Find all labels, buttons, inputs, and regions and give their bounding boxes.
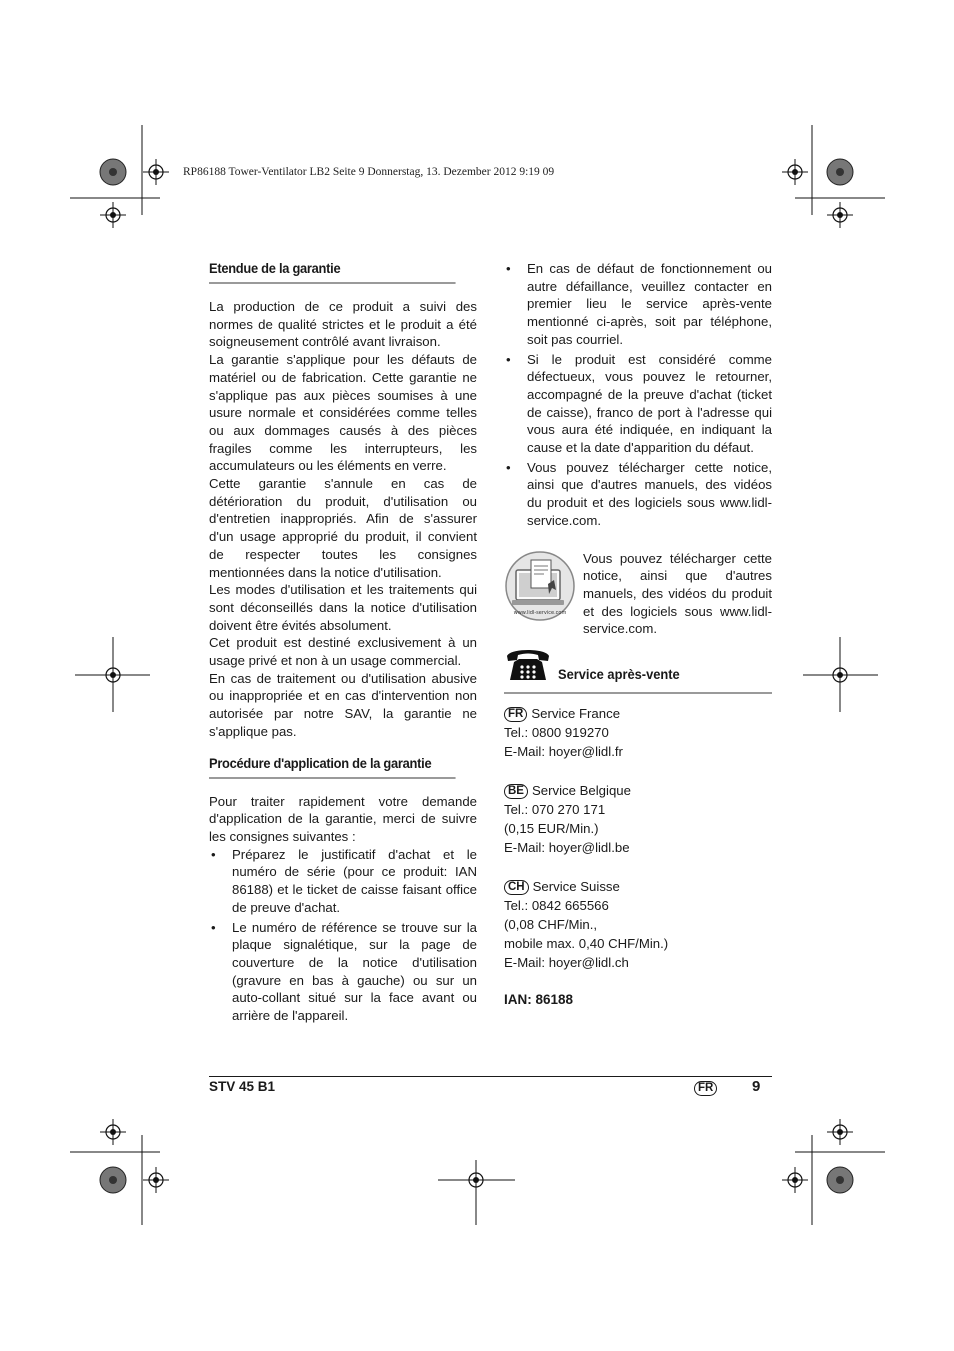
svg-text:www.lidl-service.com: www.lidl-service.com xyxy=(513,609,567,616)
country-badge-fr: FR xyxy=(504,707,527,722)
list-item: • Vous pouvez télécharger cette notice, ainsi que d'autres manuels, des vidéos du produit et des logiciels sous www.lidl-service.com. xyxy=(504,459,772,530)
heading-warranty-scope: Etendue de la garantie xyxy=(209,260,456,284)
download-manual-icon xyxy=(504,550,576,622)
phone-number: Tel.: 070 270 171 xyxy=(504,801,606,817)
procedure-list xyxy=(209,846,477,1025)
list-item: • Préparez le justificatif d'achat et le numéro de série (pour ce produit: IAN 86188) et le ticket de caisse faisant office de preuve d'achat. xyxy=(209,846,477,917)
rate-info: (0,08 CHF/Min., xyxy=(504,916,598,932)
paragraph: Les modes d'utilisation et les traitements qui sont déconseillés dans la notice d'utilisation doivent être évités absolument. xyxy=(209,582,477,633)
service-heading: Service après-vente xyxy=(558,665,680,682)
footer-model: STV 45 B1 xyxy=(209,1079,276,1094)
country-badge-be: BE xyxy=(504,784,528,799)
list-item: • Si le produit est considéré comme défectueux, vous pouvez le retourner, accompagné de la preuve d'achat (ticket de caisse), franco de port à l'adresse qui vous aura été indiquée, en indiquant la cause et la date d'apparition du défaut. xyxy=(504,351,772,457)
contact-belgium xyxy=(504,781,772,857)
service-name: Service Belgique xyxy=(531,782,631,798)
contact-france xyxy=(504,704,772,761)
phone-number: Tel.: 0800 919270 xyxy=(504,724,609,740)
list-item: • En cas de défaut de fonctionnement ou autre défaillance, veuillez contacter en premier lieu le service après-vente mentionné ci-après, soit par téléphone, soit pas courriel. xyxy=(504,260,772,349)
download-info-box xyxy=(504,550,772,640)
phone-number: Tel.: 0842 665566 xyxy=(504,897,609,913)
paragraph: En cas de traitement ou d'utilisation abusive ou inappropriée et en cas d'intervention non autorisée par notre SAV, la garantie ne s'applique pas. xyxy=(209,670,477,739)
ian-number: IAN: 86188 xyxy=(504,991,574,1007)
email-address: E-Mail: hoyer@lidl.fr xyxy=(504,743,623,759)
contact-switzerland xyxy=(504,877,772,972)
heading-warranty-procedure: Procédure d'application de la garantie xyxy=(209,755,456,779)
footer-rule xyxy=(209,1076,772,1077)
email-address: E-Mail: hoyer@lidl.ch xyxy=(504,954,629,970)
page-number: 9 xyxy=(752,1078,761,1095)
print-header: RP86188 Tower-Ventilator LB2 Seite 9 Donnerstag, 13. Dezember 2012 9:19 09 xyxy=(183,166,555,178)
email-address: E-Mail: hoyer@lidl.be xyxy=(504,839,630,855)
rate-info: (0,15 EUR/Min.) xyxy=(504,820,599,836)
left-column xyxy=(209,260,477,1027)
paragraph: La production de ce produit a suivi des normes de qualité strictes et le produit a été soigneusement contrôlé avant livraison. xyxy=(209,299,477,350)
language-badge: FR xyxy=(694,1081,717,1096)
warranty-steps-list xyxy=(504,260,772,530)
paragraph: Cet produit est destiné exclusivement à un usage privé et non à un usage commercial. xyxy=(209,635,477,669)
service-name: Service Suisse xyxy=(532,878,620,894)
paragraph: Pour traiter rapidement votre demande d'application de la garantie, merci de suivre les consignes suivantes : xyxy=(209,793,477,844)
list-item: • Le numéro de référence se trouve sur la plaque signalétique, sur la page de couverture de la notice d'utilisation (gravure en bas à gauche) ou sur un auto-collant situé sur la face avant ou arrière de l'appareil. xyxy=(209,919,477,1025)
rate-info-mobile: mobile max. 0,40 CHF/Min.) xyxy=(504,935,669,951)
service-name: Service France xyxy=(531,705,621,721)
footer-language xyxy=(694,1079,721,1097)
download-text: Vous pouvez télécharger cette notice, ainsi que d'autres manuels, des vidéos du produit et des logiciels sous www.lidl-service.com. xyxy=(583,550,772,637)
country-badge-ch: CH xyxy=(504,880,529,895)
right-column xyxy=(504,260,772,1007)
service-header xyxy=(504,644,772,694)
paragraph: La garantie s'applique pour les défauts de matériel ou de fabrication. Cette garantie ne s'applique pas aux pièces soumises à une usure normale et considérées comme telles ou aux dommages causés à des pièces fragiles comme les interrupteurs, les accumulateurs ou les éléments en verre. xyxy=(209,352,477,474)
paragraph: Cette garantie s'annule en cas de détérioration du produit, d'utilisation ou d'entretien inappropriés. Afin de s'assurer d'un usage approprié du produit, il convient de respecter toutes les consignes mentionnées dans la notice d'utilisation. xyxy=(209,476,477,580)
telephone-icon xyxy=(504,644,552,686)
